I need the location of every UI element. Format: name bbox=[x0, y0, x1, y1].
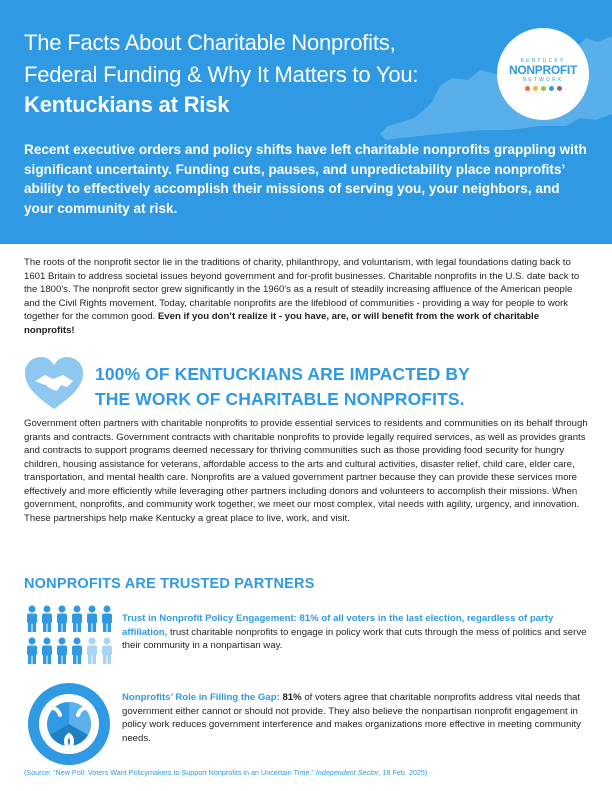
intro-statement: Recent executive orders and policy shifts have left charitable nonprofits grappling with significant uncertainty. Funding cuts, pauses, and unpredictability place nonprofits’ ability to effectively accomplish their missions of serving you, your neighbors, and your community at risk. bbox=[24, 142, 587, 216]
filling-the-gap bbox=[122, 691, 590, 745]
title-line-3: Kentuckians at Risk bbox=[24, 92, 230, 117]
source-suffix: , 18 Feb. 2025) bbox=[378, 768, 428, 777]
logo-dot bbox=[541, 86, 546, 91]
roots-emphasis: Even if you don’t realize it - you have, are, or will benefit from the work of charitable nonprofits! bbox=[24, 311, 540, 336]
source-prefix: (Source: “New Poll: Voters Want Policymakers to Support Nonprofits in an Uncertain Time.” bbox=[24, 768, 314, 777]
logo-dot bbox=[557, 86, 562, 91]
impact-heading bbox=[95, 362, 470, 412]
gap-label: Nonprofits’ Role in Filling the Gap: bbox=[122, 692, 280, 703]
impact-heading-line-1: 100% OF KENTUCKIANS ARE IMPACTED BY bbox=[95, 364, 470, 384]
logo-dot bbox=[549, 86, 554, 91]
trusted-heading: NONPROFITS ARE TRUSTED PARTNERS bbox=[24, 576, 315, 592]
logo-dot bbox=[533, 86, 538, 91]
trust-emphasis: 81% of all voters in the last election, regardless of party affiliation, bbox=[122, 613, 554, 638]
trust-policy-engagement bbox=[122, 612, 590, 653]
people-row-bottom bbox=[27, 638, 112, 665]
source-publication: Independent Sector bbox=[315, 768, 379, 777]
people-row-top bbox=[27, 606, 112, 633]
gap-emphasis: 81% bbox=[282, 692, 302, 703]
roots-text: The roots of the nonprofit sector lie in the traditions of charity, philanthropy, and voluntarism, with legal foundations dating back to 1601 Britain to address societal issues beyond government and for-profit businesses. Charitable nonprofits in the U.S. date back to the 1800's. The nonprofit sector grew significantly in the 1960's as a result of steadily increasing affluence of the American people and the Civil Rights movement. Today, charitable nonprofits are the lifeblood of communities - providing a way for people to work together for the common good. bbox=[24, 257, 580, 322]
people-group-icon bbox=[24, 604, 116, 668]
logo-dot bbox=[525, 86, 530, 91]
header-banner bbox=[0, 0, 612, 244]
logo-main-text: NONPROFIT bbox=[509, 62, 577, 77]
impact-paragraph: Government often partners with charitable nonprofits to provide essential services to residents and communities on its behalf through grants and contracts. Government contracts with charitable nonprofits to provide legally required services, as well as provides grants and contracts to support programs deemed necessary for thriving communities such as those providing food security for hungry children, housing assistance for veterans, affordable access to the arts and cultural activities, disaster relief, child care, elder care, transportation, and mental health care. Nonprofits are a valued government partner because they can provide these services more effectively and more efficiently while leveraging other partners including donors and volunteers to accomplish their missions. When government, nonprofits, and community work together, we meet our most complex, vital needs with agility, urgency, and innovation. These partnerships help make Kentucky a great place to live, work, and visit. bbox=[24, 418, 588, 524]
gap-body: of voters agree that charitable nonprofits address vital needs that government either cannot or should not provide. They also believe the nonpartisan nonprofit engagement in policy work reduces government interference and makes organizations more effective in meeting community needs. bbox=[122, 692, 581, 744]
trust-body: trust charitable nonprofits to engage in policy work that cuts through the mess of politics and serve their community in a nonpartisan way. bbox=[122, 626, 587, 651]
logo-bottom-text: NETWORK bbox=[522, 76, 564, 83]
title-line-1: The Facts About Charitable Nonprofits, bbox=[24, 30, 396, 55]
source-citation bbox=[24, 768, 427, 777]
title-line-2: Federal Funding & Why It Matters to You: bbox=[24, 62, 419, 87]
kentucky-nonprofit-network-logo bbox=[497, 28, 589, 120]
logo-dots bbox=[525, 86, 562, 91]
roots-paragraph bbox=[24, 256, 590, 337]
handshake-heart-icon bbox=[23, 355, 85, 411]
trust-label: Trust in Nonprofit Policy Engagement: bbox=[122, 613, 297, 624]
impact-heading-line-2: THE WORK OF CHARITABLE NONPROFITS. bbox=[95, 389, 465, 409]
hands-circle-icon bbox=[26, 681, 112, 767]
logo-top-text: KENTUCKY bbox=[520, 57, 566, 64]
